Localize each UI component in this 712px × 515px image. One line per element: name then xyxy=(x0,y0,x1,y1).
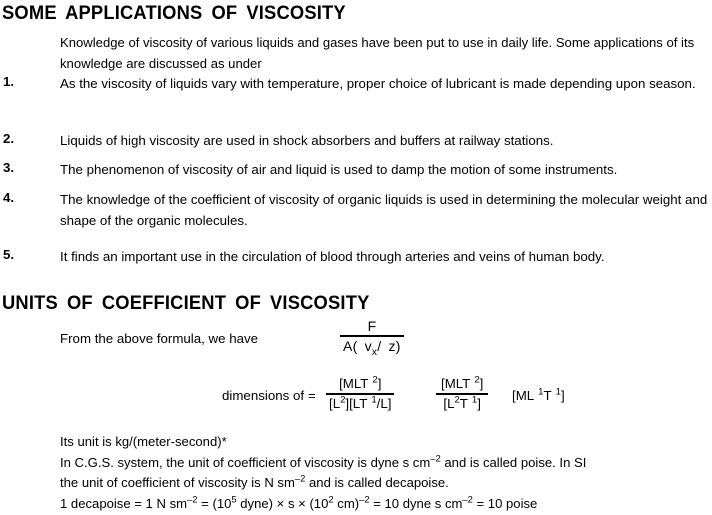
closing-line-4-superscript-1: –2 xyxy=(187,494,198,506)
dim2-fraction-bar xyxy=(436,393,488,395)
dim2-den-mid: T xyxy=(459,395,468,411)
dimensions-label: dimensions of xyxy=(222,388,305,403)
fraction-denominator xyxy=(340,337,404,358)
dim1-den-a-base: [L xyxy=(329,395,341,411)
closing-paragraph xyxy=(60,432,702,514)
intro-paragraph: Knowledge of viscosity of various liquids and gases have been put to use in daily life. Some applications of its knowledge are discussed as under xyxy=(60,35,695,71)
page-title-units-of-coefficient-of-viscosity: UNITS OF COEFFICIENT OF VISCOSITY xyxy=(2,292,370,314)
closing-line-4-superscript-2: 5 xyxy=(231,494,237,506)
dim1-den-b-close: /L] xyxy=(376,395,392,411)
dimension-fraction-1 xyxy=(326,376,394,412)
dim1-numerator xyxy=(326,376,394,392)
closing-line-2-a: In C.G.S. system, the unit of coefficient of viscosity is dyne s cm xyxy=(60,454,431,470)
closing-line-4-b: = (10 xyxy=(197,495,232,511)
dim1-den-b-exponent: 1 xyxy=(371,394,377,406)
dim1-denominator xyxy=(326,396,394,412)
list-item-text-4: The knowledge of the coefficient of viscosity of organic liquids is used in determining the molecular weight and shape of the organic molecules. xyxy=(60,192,708,228)
dim1-fraction-bar xyxy=(326,393,394,395)
list-item-text-5: It finds an important use in the circulation of blood through arteries and veins of human body. xyxy=(60,249,605,264)
dim2-den-close: ] xyxy=(477,395,481,411)
dim1-numerator-base: [MLT xyxy=(339,376,369,391)
list-item-text-1: As the viscosity of liquids vary with temperature, proper choice of lubricant is made depending upon season. xyxy=(60,76,696,91)
closing-line-3-superscript: –2 xyxy=(294,473,306,485)
fraction-bar xyxy=(340,335,404,337)
closing-line-2 xyxy=(60,453,702,474)
closing-line-4-c: dyne) × s × (10 xyxy=(236,495,329,511)
main-viscosity-fraction xyxy=(340,318,404,358)
dim1-den-a-exponent: 2 xyxy=(340,394,346,406)
closing-line-4-a: 1 decapoise = 1 N sm xyxy=(60,495,188,511)
list-item-number-3: 3. xyxy=(3,160,15,175)
dim2-numerator xyxy=(436,376,488,392)
dim-tail-exponent-1: 1 xyxy=(538,386,544,398)
dimension-result-term xyxy=(512,388,565,403)
closing-line-4 xyxy=(60,494,702,515)
list-item-text-3: The phenomenon of viscosity of air and liquid is used to damp the motion of some instruments. xyxy=(60,162,618,177)
closing-line-4-d: cm) xyxy=(333,495,360,511)
denominator-prefix: A( xyxy=(343,337,358,354)
closing-line-3-b: and is called decapoise. xyxy=(305,475,449,490)
denominator-velocity: v xyxy=(364,337,372,354)
dim-tail-base: [ML xyxy=(512,388,535,403)
closing-line-4-superscript-3: 2 xyxy=(328,494,334,506)
closing-line-1: Its unit is kg/(meter-second)* xyxy=(60,434,227,449)
closing-line-3 xyxy=(60,473,702,494)
dim1-numerator-exponent: 2 xyxy=(372,374,378,386)
closing-line-4-f: = 10 poise xyxy=(472,495,538,511)
dim1-numerator-close: ] xyxy=(377,376,382,391)
list-item-number-5: 5. xyxy=(3,247,15,262)
denominator-z: z) xyxy=(388,337,401,354)
dim2-den-exponent-1: 2 xyxy=(454,394,460,406)
dim-tail-exponent-2: 1 xyxy=(555,386,561,398)
dim1-den-a-close: ][LT xyxy=(345,395,368,411)
formula-lead-text: From the above formula, we have xyxy=(60,331,259,346)
closing-line-4-superscript-4: –2 xyxy=(359,494,370,506)
dim2-numerator-exponent: 2 xyxy=(474,374,480,386)
list-item-text-2: Liquids of high viscosity are used in shock absorbers and buffers at railway stations. xyxy=(60,133,554,148)
dimension-fraction-2 xyxy=(436,376,488,412)
dim2-denominator xyxy=(436,396,488,412)
closing-line-4-e: = 10 dyne s cm xyxy=(369,495,463,511)
closing-line-4-superscript-5: –2 xyxy=(462,494,473,506)
fraction-numerator: F xyxy=(367,318,377,334)
denominator-slash: / xyxy=(377,337,382,354)
denominator-velocity-subscript: x xyxy=(371,346,378,358)
list-item-number-2: 2. xyxy=(3,131,15,146)
page-title-some-applications-of-viscosity: SOME APPLICATIONS OF VISCOSITY xyxy=(2,2,346,24)
closing-line-2-b: and is called poise. In SI xyxy=(440,454,587,470)
dim-tail-mid: T xyxy=(543,388,552,403)
dim2-den-base: [L xyxy=(443,395,455,411)
dim2-numerator-close: ] xyxy=(479,376,484,391)
dim-tail-close: ] xyxy=(560,388,565,403)
equals-sign: = xyxy=(308,388,316,403)
dim2-den-exponent-2: 1 xyxy=(471,394,478,406)
closing-line-2-superscript: –2 xyxy=(430,453,441,465)
list-item-number-4: 4. xyxy=(3,190,15,205)
dim2-numerator-base: [MLT xyxy=(441,376,471,391)
list-item-number-1: 1. xyxy=(3,74,15,89)
closing-line-3-a: the unit of coefficient of viscosity is N sm xyxy=(60,475,295,490)
